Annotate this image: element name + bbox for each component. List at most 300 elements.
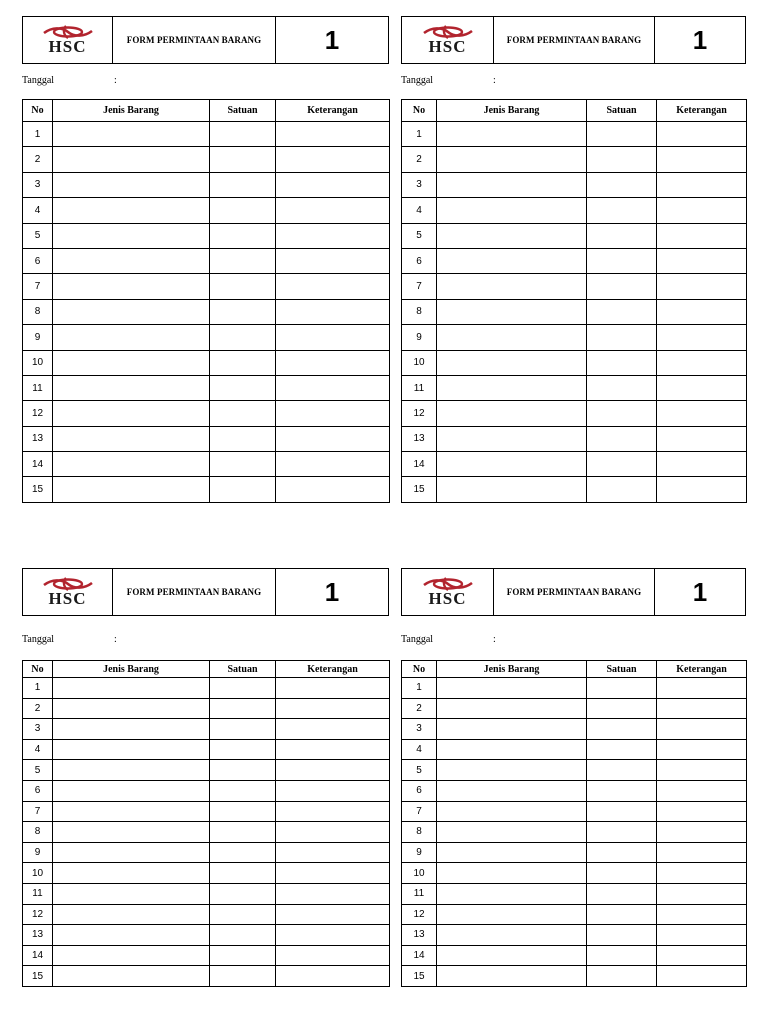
keterangan-cell[interactable] [657,883,747,904]
form-header [22,568,389,616]
keterangan-cell[interactable] [276,198,390,223]
table-row [23,698,390,719]
table-row [23,426,390,451]
column-header-satuan: Satuan [210,661,276,678]
jenis-barang-cell[interactable] [437,426,587,451]
satuan-cell[interactable] [587,883,657,904]
row-number: 12 [402,904,437,925]
jenis-barang-cell[interactable] [437,719,587,740]
keterangan-cell[interactable] [276,172,390,197]
row-number: 5 [23,760,53,781]
table-row [402,925,747,946]
jenis-barang-cell[interactable] [53,842,210,863]
table-row [23,780,390,801]
logo-text: HSC [48,589,87,608]
satuan-cell[interactable] [210,883,276,904]
jenis-barang-cell[interactable] [53,426,210,451]
keterangan-cell[interactable] [276,863,390,884]
satuan-cell[interactable] [210,325,276,350]
jenis-barang-cell[interactable] [437,248,587,273]
jenis-barang-cell[interactable] [437,780,587,801]
table-row [402,147,747,172]
satuan-cell[interactable] [210,925,276,946]
keterangan-cell[interactable] [276,477,390,502]
row-number: 15 [402,477,437,502]
table-row [23,452,390,477]
satuan-cell[interactable] [587,863,657,884]
row-number: 12 [23,904,53,925]
jenis-barang-cell[interactable] [53,299,210,324]
satuan-cell[interactable] [210,904,276,925]
satuan-cell[interactable] [210,401,276,426]
jenis-barang-cell[interactable] [53,945,210,966]
jenis-barang-cell[interactable] [53,863,210,884]
jenis-barang-cell[interactable] [53,198,210,223]
jenis-barang-cell[interactable] [437,966,587,987]
jenis-barang-cell[interactable] [437,822,587,843]
table-row [402,678,747,699]
jenis-barang-cell[interactable] [437,842,587,863]
satuan-cell[interactable] [210,223,276,248]
column-header-no: No [402,661,437,678]
satuan-cell[interactable] [587,147,657,172]
keterangan-cell[interactable] [657,925,747,946]
row-number: 4 [402,739,437,760]
column-header-no: No [402,100,437,122]
jenis-barang-cell[interactable] [437,698,587,719]
table-row [23,883,390,904]
jenis-barang-cell[interactable] [437,863,587,884]
satuan-cell[interactable] [587,801,657,822]
date-row [22,75,222,89]
row-number: 4 [23,739,53,760]
keterangan-cell[interactable] [657,719,747,740]
table-row [402,719,747,740]
keterangan-cell[interactable] [657,223,747,248]
table-row [402,698,747,719]
hsc-logo [402,17,494,63]
satuan-cell[interactable] [210,966,276,987]
jenis-barang-cell[interactable] [437,452,587,477]
row-number: 9 [23,842,53,863]
table-row [402,842,747,863]
jenis-barang-cell[interactable] [437,223,587,248]
keterangan-cell[interactable] [657,842,747,863]
keterangan-cell[interactable] [276,801,390,822]
jenis-barang-cell[interactable] [53,375,210,400]
row-number: 8 [402,822,437,843]
row-number: 11 [23,375,53,400]
satuan-cell[interactable] [587,274,657,299]
date-label: Tanggal [401,75,434,86]
satuan-cell[interactable] [587,248,657,273]
row-number: 14 [402,452,437,477]
jenis-barang-cell[interactable] [53,883,210,904]
date-label: Tanggal [22,634,55,645]
table-row [23,945,390,966]
satuan-cell[interactable] [587,904,657,925]
jenis-barang-cell[interactable] [437,401,587,426]
items-table [401,660,747,987]
row-number: 13 [23,426,53,451]
jenis-barang-cell[interactable] [437,299,587,324]
keterangan-cell[interactable] [657,822,747,843]
keterangan-cell[interactable] [276,842,390,863]
keterangan-cell[interactable] [276,325,390,350]
row-number: 3 [402,172,437,197]
jenis-barang-cell[interactable] [437,325,587,350]
jenis-barang-cell[interactable] [53,477,210,502]
keterangan-cell[interactable] [657,122,747,147]
satuan-cell[interactable] [210,739,276,760]
keterangan-cell[interactable] [657,299,747,324]
keterangan-cell[interactable] [657,801,747,822]
jenis-barang-cell[interactable] [53,147,210,172]
keterangan-cell[interactable] [276,248,390,273]
satuan-cell[interactable] [587,780,657,801]
row-number: 6 [23,780,53,801]
table-row [402,863,747,884]
request-form [401,568,746,988]
keterangan-cell[interactable] [276,452,390,477]
jenis-barang-cell[interactable] [437,883,587,904]
table-row [23,375,390,400]
satuan-cell[interactable] [587,678,657,699]
keterangan-cell[interactable] [276,122,390,147]
row-number: 3 [23,172,53,197]
satuan-cell[interactable] [587,122,657,147]
table-row [23,822,390,843]
keterangan-cell[interactable] [276,719,390,740]
keterangan-cell[interactable] [657,325,747,350]
keterangan-cell[interactable] [276,945,390,966]
jenis-barang-cell[interactable] [53,801,210,822]
jenis-barang-cell[interactable] [437,172,587,197]
jenis-barang-cell[interactable] [437,122,587,147]
satuan-cell[interactable] [587,172,657,197]
keterangan-cell[interactable] [276,739,390,760]
satuan-cell[interactable] [210,452,276,477]
table-row [23,122,390,147]
keterangan-cell[interactable] [657,739,747,760]
keterangan-cell[interactable] [657,966,747,987]
row-number: 10 [402,863,437,884]
row-number: 8 [23,299,53,324]
jenis-barang-cell[interactable] [437,678,587,699]
satuan-cell[interactable] [587,760,657,781]
keterangan-cell[interactable] [276,299,390,324]
satuan-cell[interactable] [210,248,276,273]
satuan-cell[interactable] [210,719,276,740]
jenis-barang-cell[interactable] [437,274,587,299]
form-number: 1 [692,24,708,55]
row-number: 11 [402,883,437,904]
form-header [401,16,746,64]
table-row [23,966,390,987]
table-row [402,945,747,966]
jenis-barang-cell[interactable] [53,966,210,987]
satuan-cell[interactable] [587,842,657,863]
keterangan-cell[interactable] [276,904,390,925]
row-number: 10 [23,863,53,884]
jenis-barang-cell[interactable] [437,147,587,172]
date-separator: : [493,634,496,645]
table-row [23,719,390,740]
satuan-cell[interactable] [210,801,276,822]
keterangan-cell[interactable] [657,426,747,451]
row-number: 12 [23,401,53,426]
jenis-barang-cell[interactable] [53,760,210,781]
keterangan-cell[interactable] [657,172,747,197]
jenis-barang-cell[interactable] [437,801,587,822]
jenis-barang-cell[interactable] [53,172,210,197]
jenis-barang-cell[interactable] [53,822,210,843]
table-row [402,172,747,197]
keterangan-cell[interactable] [276,350,390,375]
form-number: 1 [324,576,340,607]
jenis-barang-cell[interactable] [437,198,587,223]
row-number: 6 [23,248,53,273]
table-row [402,452,747,477]
jenis-barang-cell[interactable] [53,223,210,248]
date-label: Tanggal [22,75,55,86]
table-row [23,147,390,172]
keterangan-cell[interactable] [657,375,747,400]
table-row [402,122,747,147]
table-row [23,198,390,223]
satuan-cell[interactable] [210,274,276,299]
keterangan-cell[interactable] [276,760,390,781]
date-row [401,75,601,89]
keterangan-cell[interactable] [657,863,747,884]
keterangan-cell[interactable] [276,883,390,904]
date-separator: : [114,75,117,86]
row-number: 8 [23,822,53,843]
column-header-satuan: Satuan [210,100,276,122]
row-number: 1 [402,122,437,147]
jenis-barang-cell[interactable] [437,925,587,946]
keterangan-cell[interactable] [657,274,747,299]
satuan-cell[interactable] [210,678,276,699]
logo-text: HSC [428,589,467,608]
keterangan-cell[interactable] [276,698,390,719]
jenis-barang-cell[interactable] [53,739,210,760]
row-number: 11 [23,883,53,904]
jenis-barang-cell[interactable] [53,780,210,801]
satuan-cell[interactable] [210,350,276,375]
row-number: 10 [23,350,53,375]
request-form [22,16,389,504]
row-number: 2 [402,147,437,172]
jenis-barang-cell[interactable] [53,122,210,147]
keterangan-cell[interactable] [276,147,390,172]
date-row [401,634,601,648]
satuan-cell[interactable] [587,198,657,223]
hsc-logo [402,569,494,615]
jenis-barang-cell[interactable] [437,945,587,966]
keterangan-cell[interactable] [657,945,747,966]
satuan-cell[interactable] [210,780,276,801]
keterangan-cell[interactable] [657,760,747,781]
keterangan-cell[interactable] [657,904,747,925]
keterangan-cell[interactable] [657,780,747,801]
table-row [402,966,747,987]
satuan-cell[interactable] [587,223,657,248]
keterangan-cell[interactable] [276,426,390,451]
row-number: 8 [402,299,437,324]
table-row [23,760,390,781]
jenis-barang-cell[interactable] [53,925,210,946]
hsc-logo [23,17,113,63]
table-row [402,739,747,760]
row-number: 15 [23,966,53,987]
keterangan-cell[interactable] [276,822,390,843]
satuan-cell[interactable] [210,198,276,223]
table-row [402,822,747,843]
keterangan-cell[interactable] [657,698,747,719]
satuan-cell[interactable] [587,822,657,843]
row-number: 1 [23,678,53,699]
satuan-cell[interactable] [587,426,657,451]
date-row [22,634,222,648]
keterangan-cell[interactable] [276,375,390,400]
table-row [23,477,390,502]
keterangan-cell[interactable] [276,223,390,248]
jenis-barang-cell[interactable] [53,248,210,273]
keterangan-cell[interactable] [276,274,390,299]
satuan-cell[interactable] [587,719,657,740]
row-number: 10 [402,350,437,375]
satuan-cell[interactable] [210,945,276,966]
jenis-barang-cell[interactable] [53,325,210,350]
items-table [22,660,390,987]
form-header [401,568,746,616]
jenis-barang-cell[interactable] [53,401,210,426]
row-number: 5 [402,760,437,781]
satuan-cell[interactable] [210,842,276,863]
row-number: 13 [402,925,437,946]
jenis-barang-cell[interactable] [53,452,210,477]
jenis-barang-cell[interactable] [53,350,210,375]
satuan-cell[interactable] [210,698,276,719]
items-table [401,99,747,503]
satuan-cell[interactable] [210,760,276,781]
jenis-barang-cell[interactable] [437,477,587,502]
keterangan-cell[interactable] [657,477,747,502]
row-number: 12 [402,401,437,426]
column-header-jenis-barang: Jenis Barang [437,100,587,122]
satuan-cell[interactable] [210,863,276,884]
row-number: 5 [402,223,437,248]
table-row [23,350,390,375]
column-header-jenis-barang: Jenis Barang [437,661,587,678]
table-row [23,248,390,273]
hsc-logo [23,569,113,615]
table-row [23,925,390,946]
jenis-barang-cell[interactable] [53,904,210,925]
jenis-barang-cell[interactable] [437,375,587,400]
keterangan-cell[interactable] [276,925,390,946]
satuan-cell[interactable] [210,147,276,172]
jenis-barang-cell[interactable] [437,904,587,925]
satuan-cell[interactable] [587,698,657,719]
column-header-no: No [23,661,53,678]
jenis-barang-cell[interactable] [437,760,587,781]
satuan-cell[interactable] [587,945,657,966]
keterangan-cell[interactable] [657,350,747,375]
table-row [402,780,747,801]
jenis-barang-cell[interactable] [437,739,587,760]
satuan-cell[interactable] [210,426,276,451]
keterangan-cell[interactable] [657,401,747,426]
form-title: FORM PERMINTAAN BARANG [494,569,655,615]
column-header-keterangan: Keterangan [276,661,390,678]
jenis-barang-cell[interactable] [53,698,210,719]
table-row [402,248,747,273]
keterangan-cell[interactable] [657,147,747,172]
column-header-satuan: Satuan [587,661,657,678]
keterangan-cell[interactable] [657,452,747,477]
keterangan-cell[interactable] [276,678,390,699]
satuan-cell[interactable] [210,477,276,502]
satuan-cell[interactable] [210,299,276,324]
jenis-barang-cell[interactable] [53,678,210,699]
row-number: 4 [23,198,53,223]
satuan-cell[interactable] [587,739,657,760]
row-number: 1 [402,678,437,699]
satuan-cell[interactable] [587,375,657,400]
table-row [402,375,747,400]
keterangan-cell[interactable] [276,966,390,987]
table-row [402,198,747,223]
satuan-cell[interactable] [587,325,657,350]
keterangan-cell[interactable] [657,248,747,273]
jenis-barang-cell[interactable] [53,719,210,740]
column-header-satuan: Satuan [587,100,657,122]
keterangan-cell[interactable] [657,198,747,223]
table-row [23,678,390,699]
keterangan-cell[interactable] [657,678,747,699]
satuan-cell[interactable] [587,477,657,502]
request-form [401,16,746,504]
table-row [402,299,747,324]
table-row [23,842,390,863]
jenis-barang-cell[interactable] [53,274,210,299]
form-title: FORM PERMINTAAN BARANG [113,569,276,615]
satuan-cell[interactable] [587,966,657,987]
table-row [23,904,390,925]
satuan-cell[interactable] [210,375,276,400]
satuan-cell[interactable] [587,452,657,477]
satuan-cell[interactable] [587,925,657,946]
satuan-cell[interactable] [210,122,276,147]
satuan-cell[interactable] [210,822,276,843]
form-title: FORM PERMINTAAN BARANG [113,17,276,63]
satuan-cell[interactable] [587,401,657,426]
keterangan-cell[interactable] [276,401,390,426]
table-row [23,299,390,324]
jenis-barang-cell[interactable] [437,350,587,375]
logo-text: HSC [48,37,87,56]
satuan-cell[interactable] [210,172,276,197]
satuan-cell[interactable] [587,350,657,375]
keterangan-cell[interactable] [276,780,390,801]
table-row [23,274,390,299]
satuan-cell[interactable] [587,299,657,324]
table-row [23,401,390,426]
logo-text: HSC [428,37,467,56]
form-header [22,16,389,64]
